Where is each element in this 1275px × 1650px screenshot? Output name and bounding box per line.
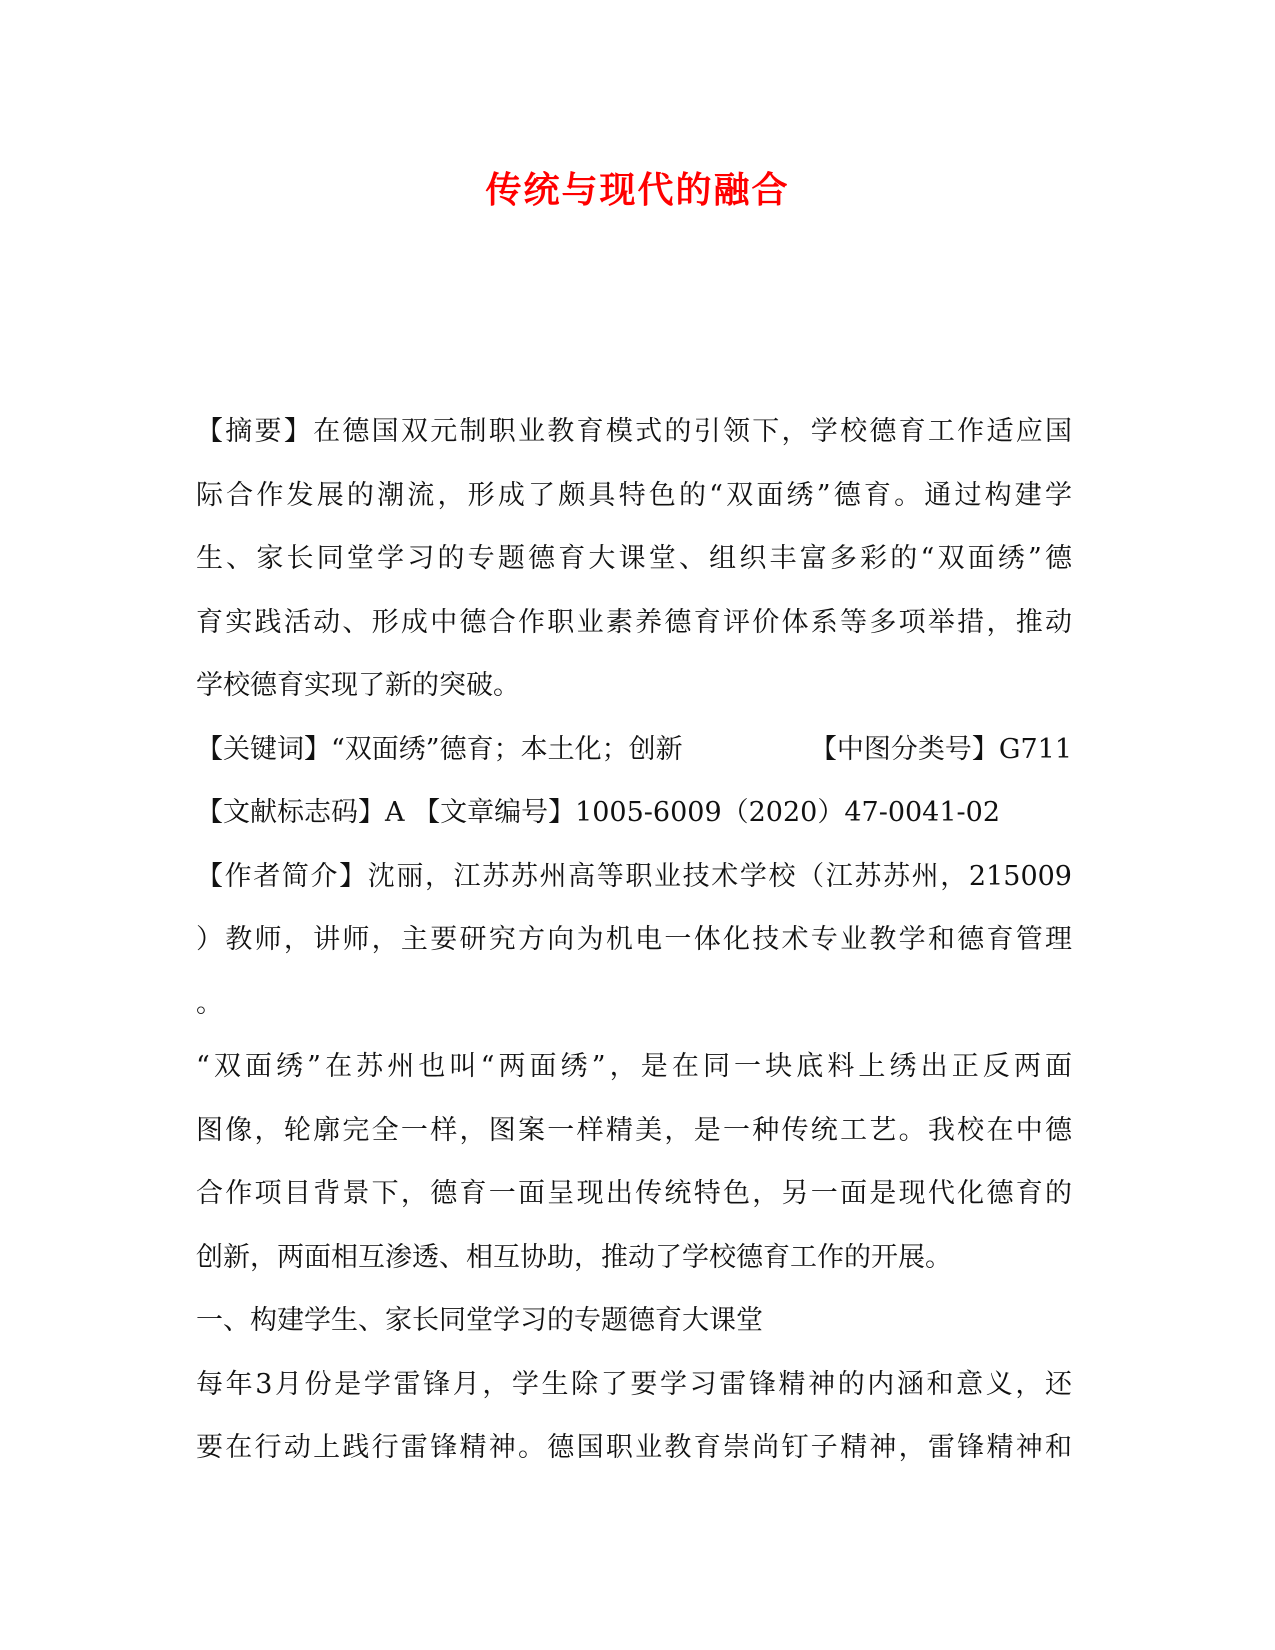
- intro-line: 创新，两面相互渗透、相互协助，推动了学校德育工作的开展。: [196, 1241, 952, 1273]
- classification-number: 【中图分类号】G711: [809, 733, 1072, 765]
- author-line: 。: [196, 987, 223, 1019]
- abstract-line: 生、家长同堂学习的专题德育大课堂、组织丰富多彩的“双面绣”德: [196, 543, 1072, 574]
- section-heading: 一、构建学生、家长同堂学习的专题德育大课堂: [196, 1305, 763, 1336]
- author-line: 【作者简介】沈丽，江苏苏州高等职业技术学校（江苏苏州，215009: [196, 860, 1072, 892]
- intro-line: 合作项目背景下，德育一面呈现出传统特色，另一面是现代化德育的: [196, 1178, 1072, 1209]
- intro-line: 图像，轮廓完全一样，图案一样精美，是一种传统工艺。我校在中德: [196, 1114, 1072, 1146]
- author-line: ）教师，讲师，主要研究方向为机电一体化技术专业教学和德育管理: [196, 924, 1072, 955]
- abstract-line: 学校德育实现了新的突破。: [196, 670, 520, 701]
- section-line: 要在行动上践行雷锋精神。德国职业教育崇尚钉子精神，雷锋精神和: [196, 1432, 1072, 1463]
- abstract-line: 育实践活动、形成中德合作职业素养德育评价体系等多项举措，推动: [196, 606, 1072, 638]
- document-title: 传统与现代的融合: [485, 169, 790, 211]
- abstract-line: 【摘要】在德国双元制职业教育模式的引领下，学校德育工作适应国: [196, 416, 1072, 447]
- document-code-line: 【文献标志码】A 【文章编号】1005-6009（2020）47-0041-02: [196, 797, 1001, 828]
- section-line: 每年3月份是学雷锋月，学生除了要学习雷锋精神的内涵和意义，还: [196, 1368, 1072, 1400]
- keywords-row: [196, 718, 1072, 782]
- document-body: [196, 400, 1072, 1480]
- intro-line: “双面绣”在苏州也叫“两面绣”，是在同一块底料上绣出正反两面: [196, 1051, 1072, 1082]
- abstract-line: 际合作发展的潮流，形成了颇具特色的“双面绣”德育。通过构建学: [196, 479, 1072, 511]
- keywords: 【关键词】“双面绣”德育；本土化；创新: [196, 733, 683, 765]
